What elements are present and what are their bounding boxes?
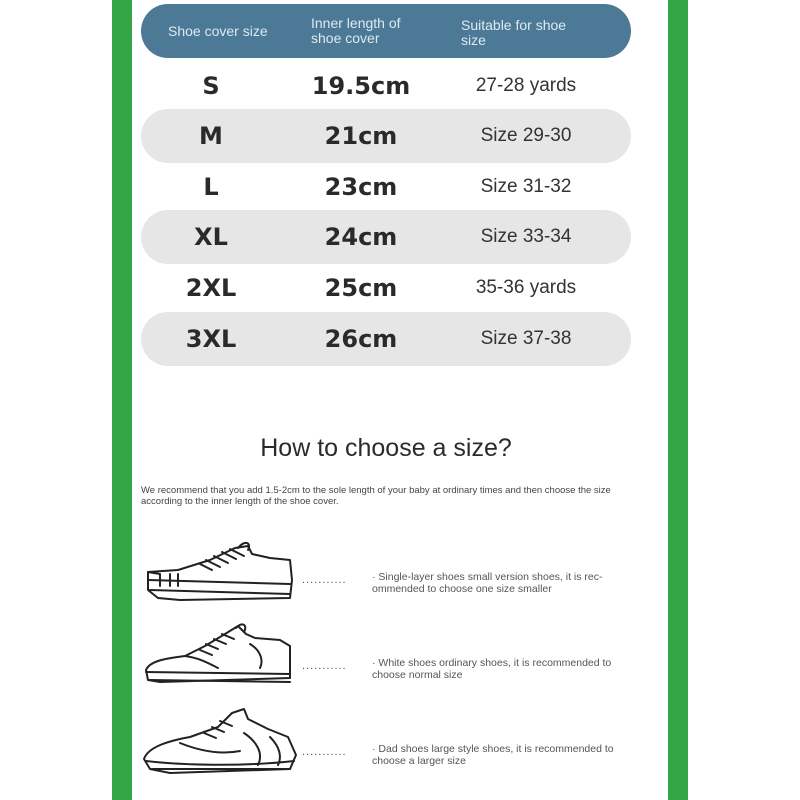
guide-item-text: · White shoes ordinary shoes, it is recommended to choose normal size: [372, 657, 612, 681]
left-green-border: [112, 0, 132, 800]
row-size: S: [202, 72, 220, 100]
leader-dots: ...........: [302, 660, 347, 672]
table-row: [141, 59, 631, 113]
leader-dots: ...........: [302, 574, 347, 586]
size-table-header: [141, 4, 631, 58]
size-recommendation-text: We recommend that you add 1.5-2cm to the sole length of your baby at ordinary times and then choose the size according to the inner length of the shoe cover.: [141, 485, 611, 507]
table-row: [141, 312, 631, 366]
row-length: 25cm: [324, 274, 398, 302]
white-sneaker-icon: [140, 622, 300, 692]
row-size: 2XL: [185, 274, 237, 302]
canvas-sneaker-icon: [140, 540, 300, 610]
table-row: [141, 160, 631, 214]
table-row: [141, 109, 631, 163]
header-suitable-size: Suitable for shoe size: [461, 17, 567, 48]
row-size: 3XL: [185, 325, 237, 353]
row-size: XL: [194, 223, 228, 251]
row-suitable: Size 33-34: [480, 226, 572, 247]
right-green-border: [668, 0, 688, 800]
row-suitable: Size 31-32: [480, 176, 572, 197]
table-row: [141, 261, 631, 315]
row-suitable: Size 29-30: [480, 125, 572, 146]
row-suitable: 35-36 yards: [475, 277, 577, 298]
row-length: 24cm: [324, 223, 398, 251]
guide-item-text: · Dad shoes large style shoes, it is recommended to choose a larger size: [372, 743, 614, 767]
row-length: 21cm: [324, 122, 398, 150]
row-length: 26cm: [324, 325, 398, 353]
header-inner-length: Inner length of shoe cover: [311, 15, 401, 46]
leader-dots: ...........: [302, 746, 347, 758]
row-length: 19.5cm: [311, 72, 411, 100]
header-shoe-cover-size: Shoe cover size: [168, 23, 268, 39]
row-size: M: [199, 122, 223, 150]
row-suitable: 27-28 yards: [475, 75, 577, 96]
row-length: 23cm: [324, 173, 398, 201]
table-row: [141, 210, 631, 264]
dad-shoe-icon: [140, 707, 300, 777]
guide-item-text: · Single-layer shoes small version shoes, it is rec-ommended to choose one size smaller: [372, 571, 603, 595]
row-suitable: Size 37-38: [480, 328, 572, 349]
row-size: L: [203, 173, 219, 201]
size-guide-title: How to choose a size?: [260, 434, 512, 462]
